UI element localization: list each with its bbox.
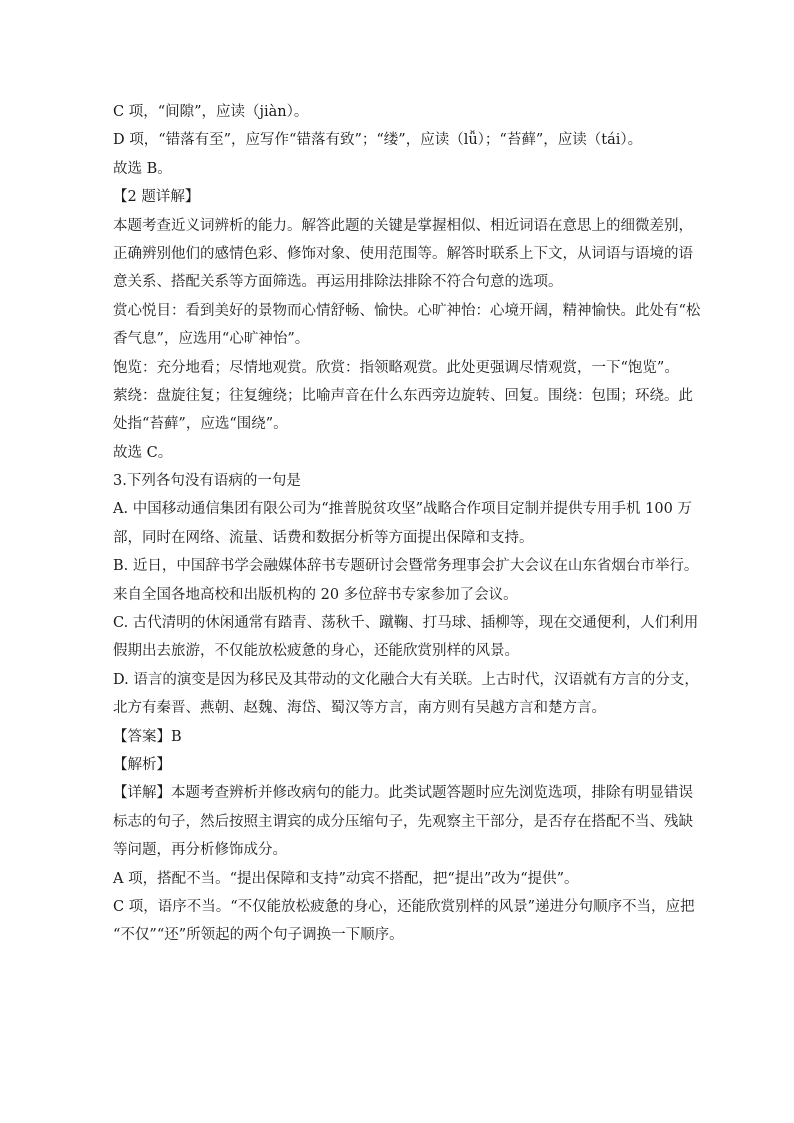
text-line: 【详解】本题考查辨析并修改病句的能力。此类试题答题时应先浏览选项，排除有明显错误 bbox=[113, 785, 693, 802]
option-a-line: 部，同时在网络、流量、话费和数据分析等方面提出保障和支持。 bbox=[113, 529, 534, 546]
text-line: 萦绕：盘旋往复；往复缠绕；比喻声音在什么东西旁边旋转、回复。围绕：包围；环绕。此 bbox=[113, 387, 693, 404]
text-line: C 项，语序不当。“不仅能放松疲惫的身心，还能欣赏别样的风景”递进分句顺序不当，应把 bbox=[113, 898, 695, 915]
option-c-line: 假期出去旅游，不仅能放松疲惫的身心，还能欣赏别样的风景。 bbox=[113, 643, 519, 660]
text-line: C 项，“间隙”，应读（jiàn）。 bbox=[113, 104, 309, 120]
section-heading: 【2 题详解】 bbox=[113, 189, 200, 206]
option-d-line: 北方有秦晋、燕朝、赵魏、海岱、蜀汉等方言，南方则有吴越方言和楚方言。 bbox=[113, 700, 606, 717]
answer-line: 【答案】B bbox=[113, 728, 182, 745]
analysis-heading: 【解析】 bbox=[113, 756, 171, 773]
text-line: 意关系、搭配关系等方面筛选。再运用排除法排除不符合句意的选项。 bbox=[113, 274, 563, 291]
option-c-line: C. 古代清明的休闲通常有踏青、荡秋千、蹴鞠、打马球、插柳等，现在交通便利，人们利用 bbox=[113, 615, 699, 632]
question-title: 3.下列各句没有语病的一句是 bbox=[113, 473, 301, 490]
text-line: 故选 C。 bbox=[113, 444, 173, 461]
text-line: “不仅”“还”所领起的两个句子调换一下顺序。 bbox=[113, 927, 404, 944]
text-line: 本题考查近义词辨析的能力。解答此题的关键是掌握相似、相近词语在意思上的细微差别， bbox=[113, 217, 693, 234]
text-line: 香气息”，应选用“心旷神怡”。 bbox=[113, 331, 310, 348]
text-line: 标志的句子，然后按照主谓宾的成分压缩句子，先观察主干部分，是否存在搭配不当、残缺 bbox=[113, 813, 693, 830]
text-line: 故选 B。 bbox=[113, 160, 172, 177]
text-line: 正确辨别他们的感情色彩、修饰对象、使用范围等。解答时联系上下文，从词语与语境的语 bbox=[113, 245, 693, 262]
option-b-line: 来自全国各地高校和出版机构的 20 多位辞书专家参加了会议。 bbox=[113, 586, 518, 603]
text-line: A 项，搭配不当。“提出保障和支持”动宾不搭配，把“提出”改为“提供”。 bbox=[113, 870, 579, 887]
text-line: 饱览：充分地看；尽情地观赏。欣赏：指领略观赏。此处更强调尽情观赏，一下“饱览”。 bbox=[113, 359, 679, 376]
option-b-line: B. 近日，中国辞书学会融媒体辞书专题研讨会暨常务理事会扩大会议在山东省烟台市举行。 bbox=[113, 558, 699, 575]
text-line: 赏心悦目：看到美好的景物而心情舒畅、愉快。心旷神怡：心境开阔，精神愉快。此处有“松 bbox=[113, 302, 701, 319]
option-d-line: D. 语言的演变是因为移民及其带动的文化融合大有关联。上古时代，汉语就有方言的分支， bbox=[113, 671, 699, 688]
text-line: D 项，“错落有至”，应写作“错落有致”；“缕”，应读（lǚ）；“苔藓”，应读（tái）。 bbox=[113, 132, 643, 149]
option-a-line: A. 中国移动通信集团有限公司为“推普脱贫攻坚”战略合作项目定制并提供专用手机 100 万 bbox=[113, 501, 692, 518]
text-line: 处指“苔藓”，应选“围绕”。 bbox=[113, 416, 288, 433]
document-page bbox=[113, 98, 701, 950]
text-line: 等问题，再分析修饰成分。 bbox=[113, 842, 287, 859]
